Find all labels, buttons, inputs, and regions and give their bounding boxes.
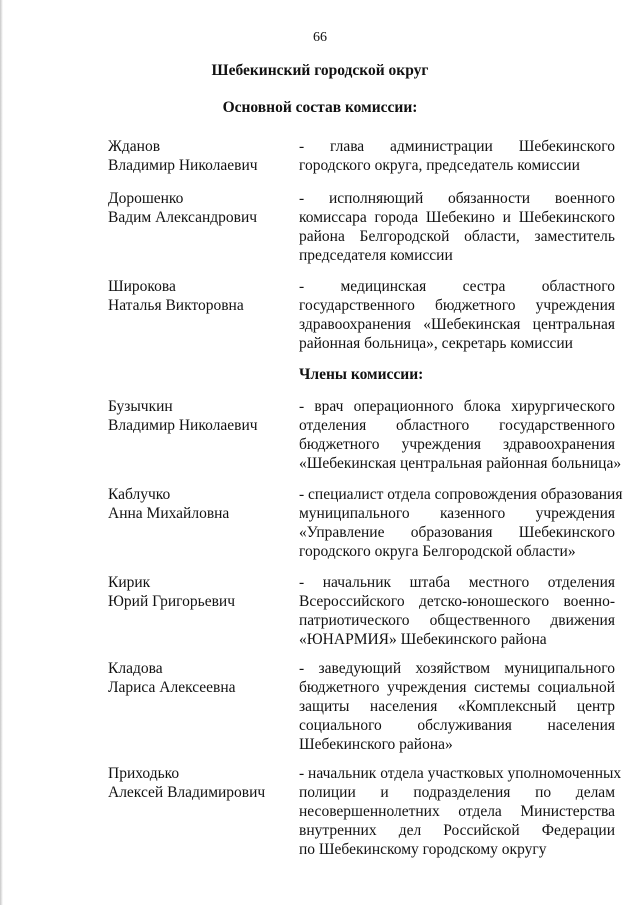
- person-name-kladova: [108, 659, 298, 697]
- person-given-name: Алексей Владимирович: [108, 784, 266, 801]
- person-given-name: Владимир Николаевич: [108, 157, 258, 174]
- role-line: - начальник отдела участковых уполномоченных: [299, 765, 622, 782]
- role-line: бюджетного учреждения системы социальной: [299, 679, 615, 696]
- person-role-zhdanov: [299, 137, 615, 175]
- role-line: муниципального казенного учреждения: [299, 505, 615, 522]
- person-role-buzychkin: [299, 397, 622, 473]
- role-line: защиты населения «Комплексный центр: [299, 698, 615, 715]
- role-line: государственного бюджетного учреждения: [299, 297, 615, 314]
- role-line: - заведующий хозяйством муниципального: [299, 660, 615, 677]
- role-line: несовершеннолетних отдела Министерства: [299, 803, 615, 820]
- person-name-shirokova: [108, 277, 298, 315]
- person-surname: Кладова: [108, 660, 163, 677]
- person-role-kladova: [299, 659, 615, 754]
- person-surname: Каблучко: [108, 486, 171, 503]
- role-line: района Белгородской области, заместитель: [299, 228, 615, 245]
- person-role-shirokova: [299, 277, 615, 353]
- person-given-name: Юрий Григорьевич: [108, 593, 236, 610]
- role-line: - медицинская сестра областного: [299, 278, 615, 295]
- role-line: полиции и подразделения по делам: [299, 784, 615, 801]
- role-line: отделения областного государственного: [299, 417, 615, 434]
- role-line: - начальник штаба местного отделения: [299, 574, 615, 591]
- role-line: Шебекинского района»: [299, 736, 453, 753]
- district-title: Шебекинский городской округ: [211, 62, 429, 79]
- person-given-name: Анна Михайловна: [108, 505, 230, 522]
- role-line: «Управление образования Шебекинского: [299, 524, 615, 541]
- person-role-kabluchko: [299, 485, 623, 561]
- person-surname: Жданов: [108, 138, 161, 155]
- person-role-prikhodko: [299, 764, 622, 859]
- person-given-name: Наталья Викторовна: [108, 297, 244, 314]
- role-line: городского округа, председатель комиссии: [299, 157, 580, 174]
- person-surname: Широкова: [108, 278, 176, 295]
- role-line: «Шебекинская центральная районная больница»: [299, 455, 622, 472]
- person-name-kabluchko: [108, 485, 298, 523]
- person-surname: Бузычкин: [108, 398, 173, 415]
- role-line: внутренних дел Российской Федерации: [299, 822, 615, 839]
- role-line: Всероссийского детско-юношеского военно-: [299, 593, 615, 610]
- role-line: комиссара города Шебекино и Шебекинского: [299, 209, 615, 226]
- person-name-prikhodko: [108, 764, 298, 802]
- person-name-buzychkin: [108, 397, 298, 435]
- person-role-doroshenko: [299, 189, 615, 265]
- role-line: патриотического общественного движения: [299, 612, 615, 629]
- page-number: 66: [313, 30, 327, 45]
- role-line: социального обслуживания населения: [299, 717, 615, 734]
- role-line: городского округа Белгородской области»: [299, 543, 576, 560]
- role-line: здравоохранения «Шебекинская центральная: [299, 316, 615, 333]
- role-line: - исполняющий обязанности военного: [299, 190, 615, 207]
- role-line: - врач операционного блока хирургического: [299, 398, 615, 415]
- role-line: «ЮНАРМИЯ» Шебекинского района: [299, 631, 547, 648]
- scan-edge-shadow: [0, 0, 3, 905]
- role-line: бюджетного учреждения здравоохранения: [299, 436, 615, 453]
- person-role-kirik: [299, 573, 615, 649]
- main-composition-title: Основной состав комиссии:: [222, 99, 418, 116]
- role-line: районная больница», секретарь комиссии: [299, 335, 573, 352]
- role-line: - специалист отдела сопровождения образования: [299, 486, 623, 503]
- person-name-doroshenko: [108, 189, 298, 227]
- person-given-name: Вадим Александрович: [108, 209, 258, 226]
- person-name-zhdanov: [108, 137, 298, 175]
- person-given-name: Владимир Николаевич: [108, 417, 258, 434]
- role-line: председателя комиссии: [299, 247, 453, 264]
- role-line: - глава администрации Шебекинского: [299, 138, 615, 155]
- person-surname: Кирик: [108, 574, 151, 591]
- person-surname: Дорошенко: [108, 190, 184, 207]
- role-line: по Шебекинскому городскому округу: [299, 841, 547, 858]
- person-name-kirik: [108, 573, 298, 611]
- person-surname: Приходько: [108, 765, 180, 782]
- person-given-name: Лариса Алексеевна: [108, 679, 236, 696]
- members-title: Члены комиссии:: [299, 366, 424, 383]
